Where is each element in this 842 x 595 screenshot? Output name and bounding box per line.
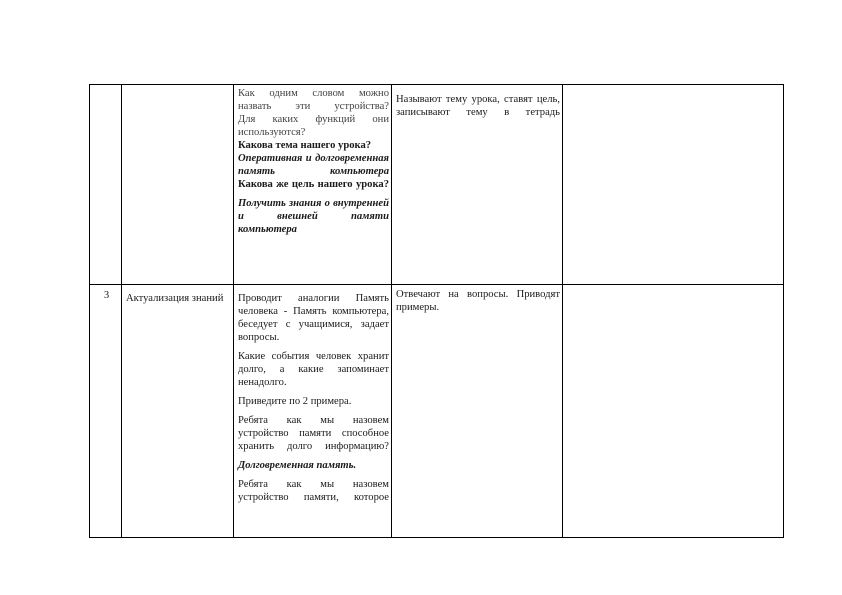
cell-stage [122,85,234,285]
cell-stage [122,285,234,538]
teacher-activity-text: Ребята как мы назовем устройство памяти способное хранить долго информацию? [238,415,389,452]
teacher-question: Как одним словом можно назвать эти устройства? [238,88,389,112]
cell-notes [563,285,784,538]
teacher-activity-text: Ребята как мы назовем устройство памяти, которое [238,479,389,503]
teacher-activity-text: Какие события человек хранит долго, а какие запоминает ненадолго. [238,351,389,388]
cell-number: 3 [90,285,122,538]
cell-student-activity [392,285,563,538]
student-activity-text: Отвечают на вопросы. Приводят примеры. [396,289,560,313]
lesson-goal: Получить знания о внутренней и внешней памяти компьютера [238,198,389,235]
lesson-topic: Оперативная и долговременная память компьютера [238,153,389,177]
cell-student-activity [392,85,563,285]
cell-teacher-activity [234,285,392,538]
teacher-activity-text: Приведите по 2 примера. [238,396,352,407]
cell-teacher-activity [234,85,392,285]
table-row [90,85,784,285]
cell-number [90,85,122,285]
cell-notes [563,85,784,285]
teacher-activity-text: Проводит аналогии Память человека - Память компьютера, беседует с учащимися, задает вопросы. [238,293,389,343]
student-activity-text: Называют тему урока, ставят цель, записывают тему в тетрадь [396,94,560,118]
stage-name: Актуализация знаний [126,293,224,304]
table-row [90,285,784,538]
teacher-question: Какова тема нашего урока? [238,140,372,151]
answer-text: Долговременная память. [238,460,357,471]
teacher-question: Какова же цель нашего урока? [238,179,389,190]
lesson-plan-table [89,84,784,538]
teacher-question: Для каких функций они используются? [238,114,389,138]
